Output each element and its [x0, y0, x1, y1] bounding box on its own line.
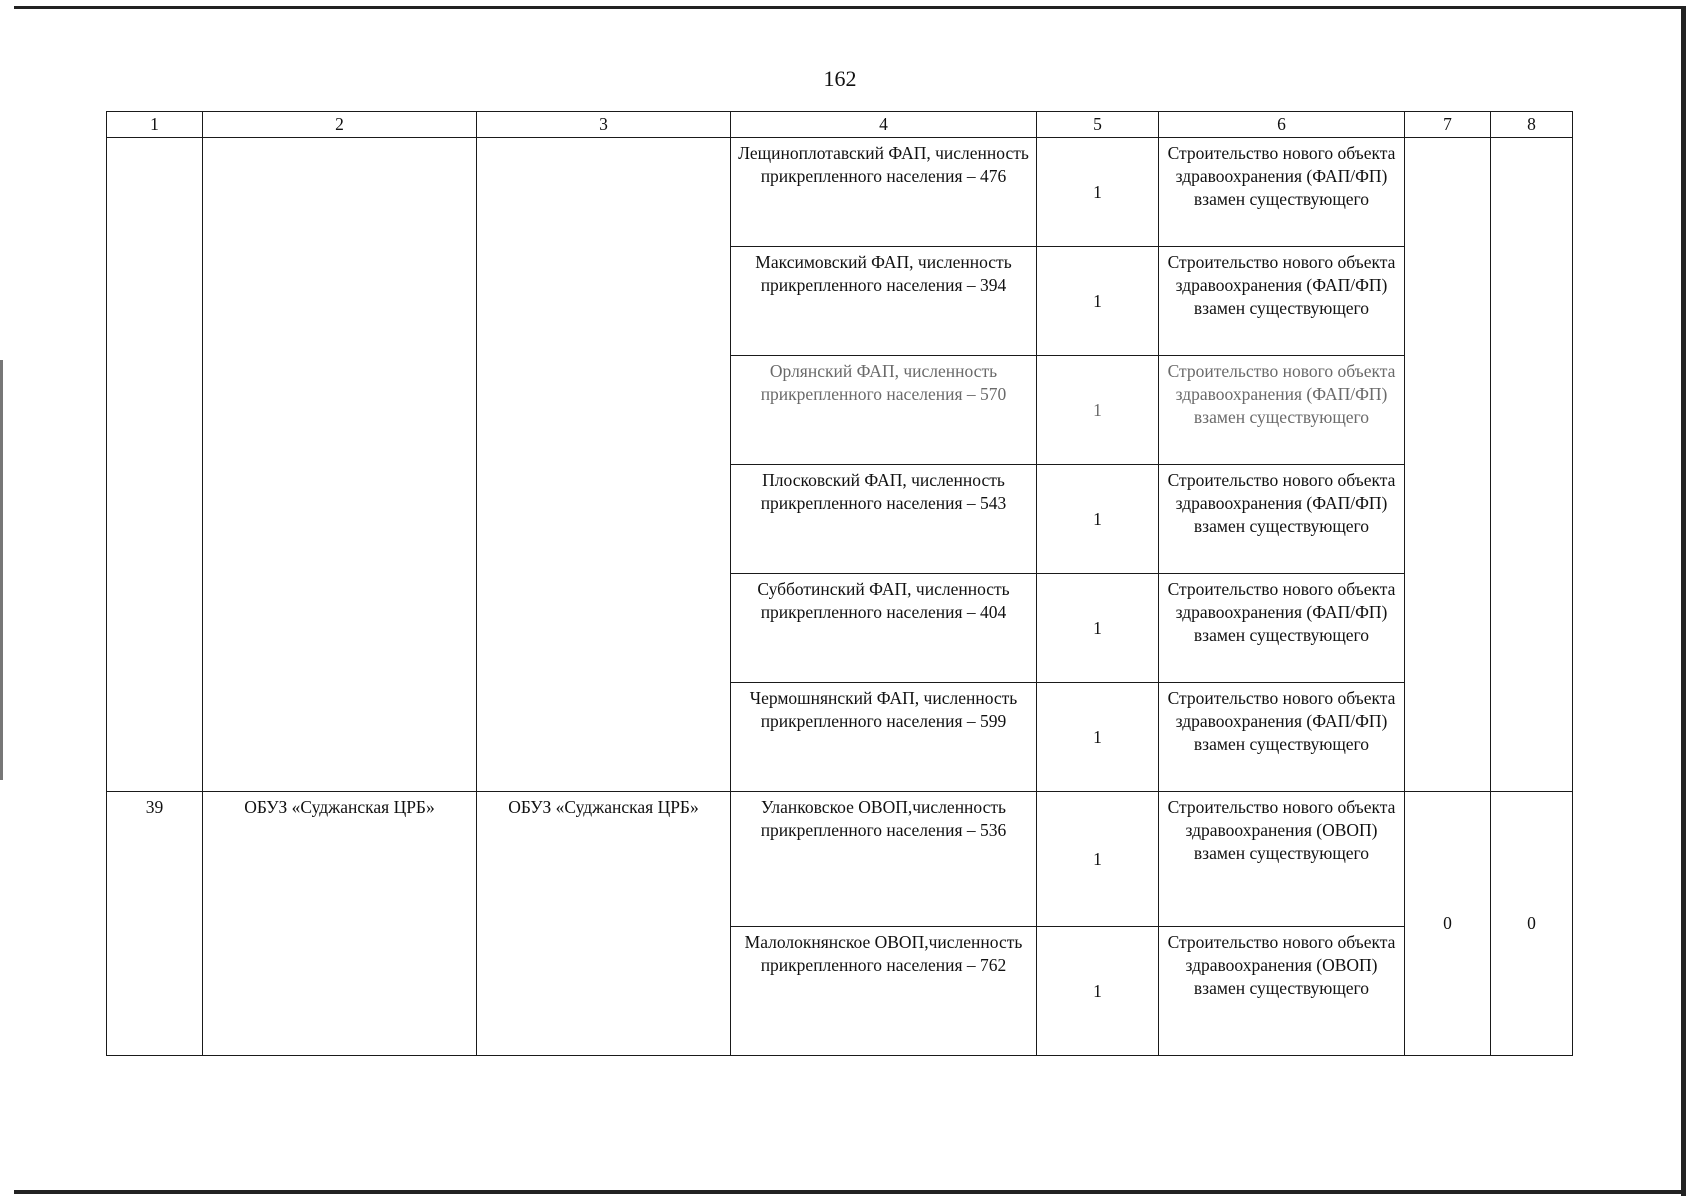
responsible-org-cell: ОБУЗ «Суджанская ЦРБ»: [477, 792, 731, 1056]
facility-cell: Малолокнянское ОВОП,численность прикрепленного населения – 762: [731, 927, 1037, 1056]
count-cell: 1: [1037, 356, 1159, 465]
empty-cell: [477, 138, 731, 792]
facility-cell: Уланковское ОВОП,численность прикрепленного населения – 536: [731, 792, 1037, 927]
facility-cell: Орлянский ФАП, численность прикрепленного населения – 570: [731, 356, 1037, 465]
action-cell: Строительство нового объекта здравоохранения (ФАП/ФП) взамен существующего: [1159, 356, 1405, 465]
column-header: 6: [1159, 112, 1405, 138]
table-row: [107, 138, 1573, 247]
count-cell: 1: [1037, 683, 1159, 792]
facility-cell: Субботинский ФАП, численность прикрепленного населения – 404: [731, 574, 1037, 683]
column-header: 5: [1037, 112, 1159, 138]
column-header: 8: [1491, 112, 1573, 138]
col8-value-cell: 0: [1491, 792, 1573, 1056]
column-header: 4: [731, 112, 1037, 138]
facility-cell: Плосковский ФАП, численность прикрепленного населения – 543: [731, 465, 1037, 574]
facilities-table: [106, 111, 1573, 1056]
empty-cell: [107, 138, 203, 792]
count-cell: 1: [1037, 465, 1159, 574]
action-cell: Строительство нового объекта здравоохранения (ФАП/ФП) взамен существующего: [1159, 683, 1405, 792]
scan-border-left: [0, 360, 3, 780]
scan-border-bottom: [14, 1190, 1686, 1194]
action-cell: Строительство нового объекта здравоохранения (ОВОП) взамен существующего: [1159, 792, 1405, 927]
count-cell: 1: [1037, 247, 1159, 356]
column-header: 3: [477, 112, 731, 138]
page-number: 162: [823, 66, 857, 91]
column-header: 7: [1405, 112, 1491, 138]
scan-border-right: [1681, 6, 1686, 1196]
count-cell: 1: [1037, 792, 1159, 927]
count-cell: 1: [1037, 927, 1159, 1056]
facility-cell: Максимовский ФАП, численность прикрепленного населения – 394: [731, 247, 1037, 356]
facility-cell: Чермошнянский ФАП, численность прикрепленного населения – 599: [731, 683, 1037, 792]
row-number-cell: 39: [107, 792, 203, 1056]
action-cell: Строительство нового объекта здравоохранения (ФАП/ФП) взамен существующего: [1159, 465, 1405, 574]
empty-cell: [1491, 138, 1573, 792]
col7-value-cell: 0: [1405, 792, 1491, 1056]
empty-cell: [203, 138, 477, 792]
action-cell: Строительство нового объекта здравоохранения (ОВОП) взамен существующего: [1159, 927, 1405, 1056]
scan-border-top: [14, 6, 1684, 9]
header-row: [107, 112, 1573, 138]
action-cell: Строительство нового объекта здравоохранения (ФАП/ФП) взамен существующего: [1159, 574, 1405, 683]
column-header: 1: [107, 112, 203, 138]
count-cell: 1: [1037, 138, 1159, 247]
empty-cell: [1405, 138, 1491, 792]
facility-cell: Лещиноплотавский ФАП, численность прикрепленного населения – 476: [731, 138, 1037, 247]
count-cell: 1: [1037, 574, 1159, 683]
table-row: [107, 792, 1573, 927]
column-header: 2: [203, 112, 477, 138]
action-cell: Строительство нового объекта здравоохранения (ФАП/ФП) взамен существующего: [1159, 138, 1405, 247]
action-cell: Строительство нового объекта здравоохранения (ФАП/ФП) взамен существующего: [1159, 247, 1405, 356]
organization-cell: ОБУЗ «Суджанская ЦРБ»: [203, 792, 477, 1056]
